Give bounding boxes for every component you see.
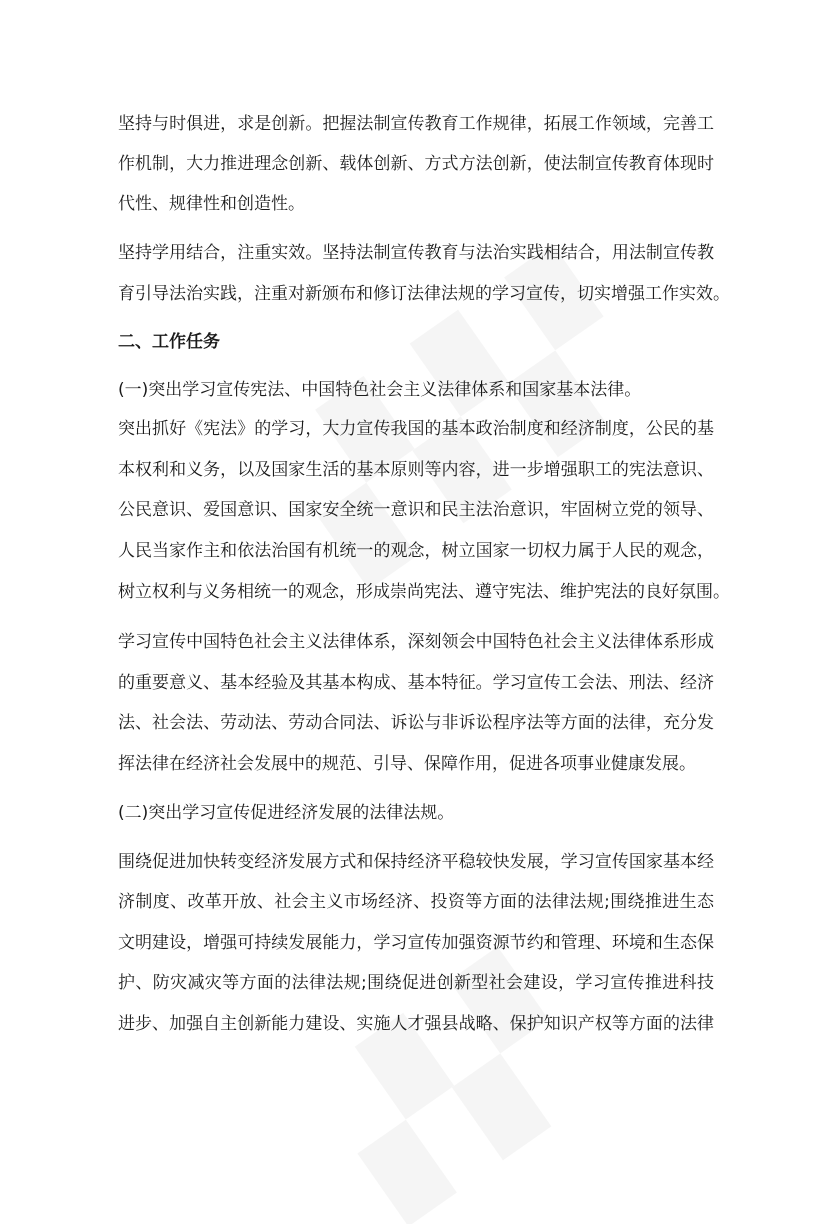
paragraph-line: 坚持与时俱进，求是创新。把握法制宣传教育工作规律，拓展工作领域，完善工: [118, 114, 714, 134]
subsection-heading: (二)突出学习宣传促进经济发展的法律法规。: [118, 803, 455, 823]
paragraph-line: 法、社会法、劳动法、劳动合同法、诉讼与非诉讼程序法等方面的法律，充分发: [118, 713, 714, 733]
paragraph-line: 围绕促进加快转变经济发展方式和保持经济平稳较快发展，学习宣传国家基本经: [118, 852, 714, 872]
paragraph-line: 的重要意义、基本经验及其基本构成、基本特征。学习宣传工会法、刑法、经济: [118, 673, 714, 693]
document-page: [118, 0, 730, 1174]
paragraph-line: 作机制，大力推进理念创新、载体创新、方式方法创新，使法制宣传教育体现时: [118, 154, 714, 174]
paragraph-line: 育引导法治实践，注重对新颁布和修订法律法规的学习宣传，切实增强工作实效。: [118, 284, 730, 304]
paragraph-line: 坚持学用结合，注重实效。坚持法制宣传教育与法治实践相结合，用法制宣传教: [118, 243, 714, 263]
paragraph-line: 代性、规律性和创造性。: [118, 194, 305, 214]
paragraph-line: 进步、加强自主创新能力建设、实施人才强县战略、保护知识产权等方面的法律: [118, 1014, 714, 1034]
paragraph-line: 人民当家作主和依法治国有机统一的观念，树立国家一切权力属于人民的观念，: [118, 541, 714, 561]
paragraph-line: 突出抓好《宪法》的学习，大力宣传我国的基本政治制度和经济制度，公民的基: [118, 419, 714, 439]
paragraph-line: 本权利和义务，以及国家生活的基本原则等内容，进一步增强职工的宪法意识、: [118, 460, 714, 480]
paragraph-line: 文明建设，增强可持续发展能力，学习宣传加强资源节约和管理、环境和生态保: [118, 933, 714, 953]
paragraph-line: 济制度、改革开放、社会主义市场经济、投资等方面的法律法规;围绕推进生态: [118, 892, 714, 912]
subsection-heading: (一)突出学习宣传宪法、中国特色社会主义法律体系和国家基本法律。: [118, 380, 642, 400]
paragraph-line: 挥法律在经济社会发展中的规范、引导、保障作用，促进各项事业健康发展。: [118, 754, 696, 774]
paragraph-line: 护、防灾减灾等方面的法律法规;围绕促进创新型社会建设，学习宣传推进科技: [118, 973, 714, 993]
paragraph-line: 树立权利与义务相统一的观念，形成崇尚宪法、遵守宪法、维护宪法的良好氛围。: [118, 582, 730, 602]
paragraph-line: 学习宣传中国特色社会主义法律体系，深刻领会中国特色社会主义法律体系形成: [118, 632, 714, 652]
section-heading: 二、工作任务: [118, 332, 220, 352]
paragraph-line: 公民意识、爱国意识、国家安全统一意识和民主法治意识，牢固树立党的领导、: [118, 500, 714, 520]
